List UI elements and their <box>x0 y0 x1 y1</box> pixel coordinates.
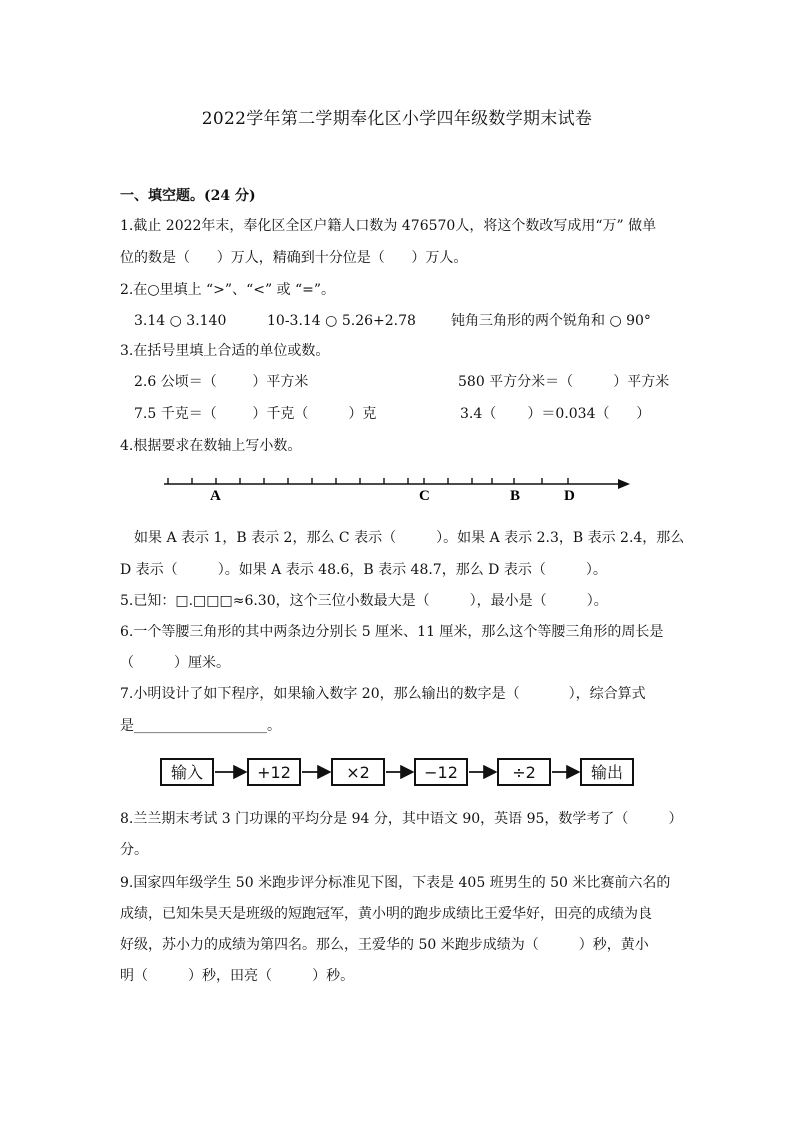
flow-label-output: 输出 <box>590 763 624 782</box>
q1-line1: 1.截止 2022年末，奉化区全区户籍人口数为 476570人，将这个数改写成用“万” 做单 <box>120 218 657 234</box>
q3-line: 3.在括号里填上合适的单位或数。 <box>120 343 330 359</box>
q9-line4: 明（ ）秒，田亮（ ）秒。 <box>120 968 355 984</box>
number-line-label-c: C <box>419 488 430 504</box>
q8-line1: 8.兰兰期末考试 3 门功课的平均分是 94 分，其中语文 90，英语 95，数学考了（ ） <box>120 811 683 827</box>
q2-compare-2: 10-3.14 ○ 5.26+2.78 <box>267 313 416 329</box>
q1-line2: 位的数是（ ）万人，精确到十分位是（ ）万人。 <box>120 250 468 266</box>
flow-label-divide: ÷2 <box>512 763 536 782</box>
q2-compare-1: 3.14 ○ 3.140 <box>134 313 227 329</box>
flow-label-input: 输入 <box>170 763 204 782</box>
flow-label-add: +12 <box>257 763 291 782</box>
q9-line1: 9.国家四年级学生 50 米跑步评分标准见下图，下表是 405 班男生的 50 米比赛前六名的 <box>120 875 671 891</box>
q3-item-4: 3.4（ ）＝0.034（ ） <box>460 406 651 422</box>
q9-line3: 好级，苏小力的成绩为第四名。那么，王爱华的 50 米跑步成绩为（ ）秒，黄小 <box>120 937 649 953</box>
q3-item-2: 580 平方分米＝（ ）平方米 <box>458 374 670 390</box>
q4-line: 4.根据要求在数轴上写小数。 <box>120 438 302 454</box>
q3-item-1: 2.6 公顷＝（ ）平方米 <box>134 374 309 390</box>
q6-line2: （ ）厘米。 <box>120 655 231 671</box>
q4-text-line2: D 表示（ ）。如果 A 表示 48.6，B 表示 48.7，那么 D 表示（ ）。 <box>120 562 607 578</box>
q6-line1: 6.一个等腰三角形的其中两条边分别长 5 厘米、11 厘米，那么这个等腰三角形的周长是 <box>120 624 664 640</box>
q8-line2: 分。 <box>120 842 148 858</box>
q7-line2: 是___________________。 <box>120 718 281 734</box>
q7-line1: 7.小明设计了如下程序，如果输入数字 20，那么输出的数字是（ ），综合算式 <box>120 686 646 702</box>
number-line-label-a: A <box>210 488 221 504</box>
page-title: 2022学年第二学期奉化区小学四年级数学期末试卷 <box>201 109 593 129</box>
q5-line: 5.已知：□.□□□≈6.30，这个三位小数最大是（ ），最小是（ ）。 <box>120 593 608 609</box>
q2-line: 2.在○里填上 “>”、“<” 或 “=”。 <box>120 282 336 298</box>
number-line-label-b: B <box>510 488 521 504</box>
q2-compare-3: 钝角三角形的两个锐角和 ○ 90° <box>451 313 651 329</box>
flow-label-multiply: ×2 <box>346 763 370 782</box>
q3-item-3: 7.5 千克＝（ ）千克（ ）克 <box>134 406 377 422</box>
q9-line2: 成绩，已知朱昊天是班级的短跑冠军，黄小明的跑步成绩比王爱华好，田亮的成绩为良 <box>120 906 652 922</box>
q4-text-line1: 如果 A 表示 1，B 表示 2，那么 C 表示（ ）。如果 A 表示 2.3，B 表示 2.4，那么 <box>134 530 685 546</box>
number-line <box>150 470 640 510</box>
number-line-ticks <box>168 478 568 484</box>
flow-label-subtract: −12 <box>424 763 458 782</box>
number-line-label-d: D <box>564 488 575 504</box>
section-heading-fill-blank: 一、填空题。(24 分) <box>120 188 256 204</box>
number-line-arrow <box>618 479 630 489</box>
program-flowchart <box>160 757 640 789</box>
